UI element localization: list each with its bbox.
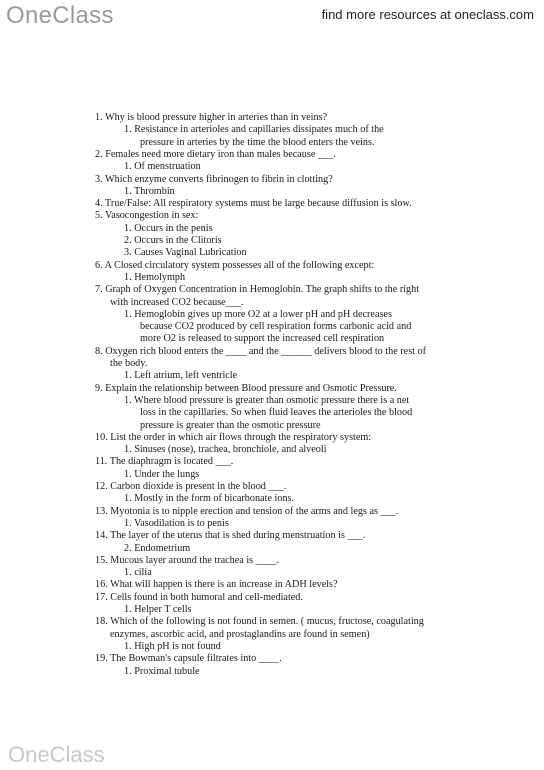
- document-line: 1. Occurs in the penis: [124, 222, 213, 234]
- header-tagline[interactable]: find more resources at oneclass.com: [321, 7, 534, 22]
- document-line: 10. List the order in which air flows through the respiratory system:: [95, 431, 372, 443]
- document-line: 1. Why is blood pressure higher in arteries than in veins?: [95, 112, 328, 123]
- document-line: 3. Causes Vaginal Lubrication: [124, 247, 247, 259]
- document-line: 3. Which enzyme converts fibrinogen to fibrin in clotting?: [95, 173, 333, 185]
- document-line: 2. Females need more dietary iron than males because ___.: [95, 148, 336, 160]
- document-line: more O2 is released to support the increased cell respiration: [140, 333, 385, 345]
- document-line: 15. Mucous layer around the trachea is ____.: [95, 554, 279, 566]
- document-line: 1. Vasodilation is to penis: [124, 517, 229, 529]
- document-line: 6. A Closed circulatory system possesses all of the following except:: [95, 259, 375, 271]
- document-line: 9. Explain the relationship between Blood pressure and Osmotic Pressure.: [95, 382, 397, 394]
- document-line: because CO2 produced by cell respiration forms carbonic acid and: [140, 321, 412, 333]
- document-line: 5. Vasocongestion in sex:: [95, 210, 199, 222]
- document-line: the body.: [110, 358, 148, 369]
- document-line: 14. The layer of the uterus that is shed during menstruation is ___.: [95, 530, 366, 542]
- document-line: 17. Cells found in both humoral and cell-mediated.: [95, 591, 303, 603]
- document-line: 1. Where blood pressure is greater than osmotic pressure there is a net: [124, 394, 410, 406]
- document-line: 1. Of menstruation: [124, 161, 201, 173]
- document-line: 1. Resistance in arterioles and capillaries dissipates much of the: [124, 124, 384, 136]
- document-line: 13. Myotonia is to nipple erection and tension of the arms and legs as ___.: [95, 505, 399, 517]
- document-line: enzymes, ascorbic acid, and prostaglandins are found in semen): [110, 628, 370, 640]
- document-line: 1. Thrombin: [124, 185, 175, 197]
- document-line: 1. Proximal tubule: [124, 665, 200, 677]
- oneclass-logo[interactable]: OneClass: [6, 2, 114, 29]
- document-line: 18. Which of the following is not found in semen. ( mucus, fructose, coagulating: [95, 616, 424, 628]
- document-line: 7. Graph of Oxygen Concentration in Hemoglobin. The graph shifts to the right: [95, 284, 420, 296]
- page-header: [0, 0, 544, 34]
- document-line: 1. Hemolymph: [124, 271, 186, 283]
- document-line: 16. What will happen is there is an increase in ADH levels?: [95, 579, 338, 591]
- document-line: 1. Under the lungs: [124, 468, 200, 480]
- document-line: 12. Carbon dioxide is present in the blood ___.: [95, 481, 287, 492]
- footer-logo: OneClass: [8, 742, 105, 767]
- document-line: 1. High pH is not found: [124, 640, 221, 652]
- document-line: loss in the capillaries. So when fluid leaves the arterioles the blood: [140, 407, 413, 419]
- document-line: 1. cilia: [124, 567, 152, 579]
- document-line: 1. Sinuses (nose), trachea, bronchiole, and alveoli: [124, 444, 327, 456]
- document-line: 4. True/False: All respiratory systems must be large because diffusion is slow.: [95, 198, 412, 210]
- document-line: 19. The Bowman's capsule filtrates into ____.: [95, 653, 282, 665]
- document-line: 8. Oxygen rich blood enters the ____ and the ______ delivers blood to the rest of: [95, 345, 427, 357]
- document-line: 1. Helper T cells: [124, 604, 192, 615]
- document-line: 1. Left atrium, left ventricle: [124, 370, 238, 382]
- document-line: 2. Occurs in the Clitoris: [124, 235, 222, 246]
- document-line: 1. Hemoglobin gives up more O2 at a lower pH and pH decreases: [124, 308, 392, 320]
- document-line: 11. The diaphragm is located ___.: [95, 456, 234, 468]
- document-line: pressure is greater than the osmotic pressure: [140, 419, 321, 431]
- document-line: 1. Mostly in the form of bicarbonate ions.: [124, 493, 295, 505]
- document-line: 2. Endometrium: [124, 542, 191, 554]
- document-line: with increased CO2 because___.: [110, 296, 244, 308]
- document-line: pressure in arteries by the time the blood enters the veins.: [140, 136, 375, 148]
